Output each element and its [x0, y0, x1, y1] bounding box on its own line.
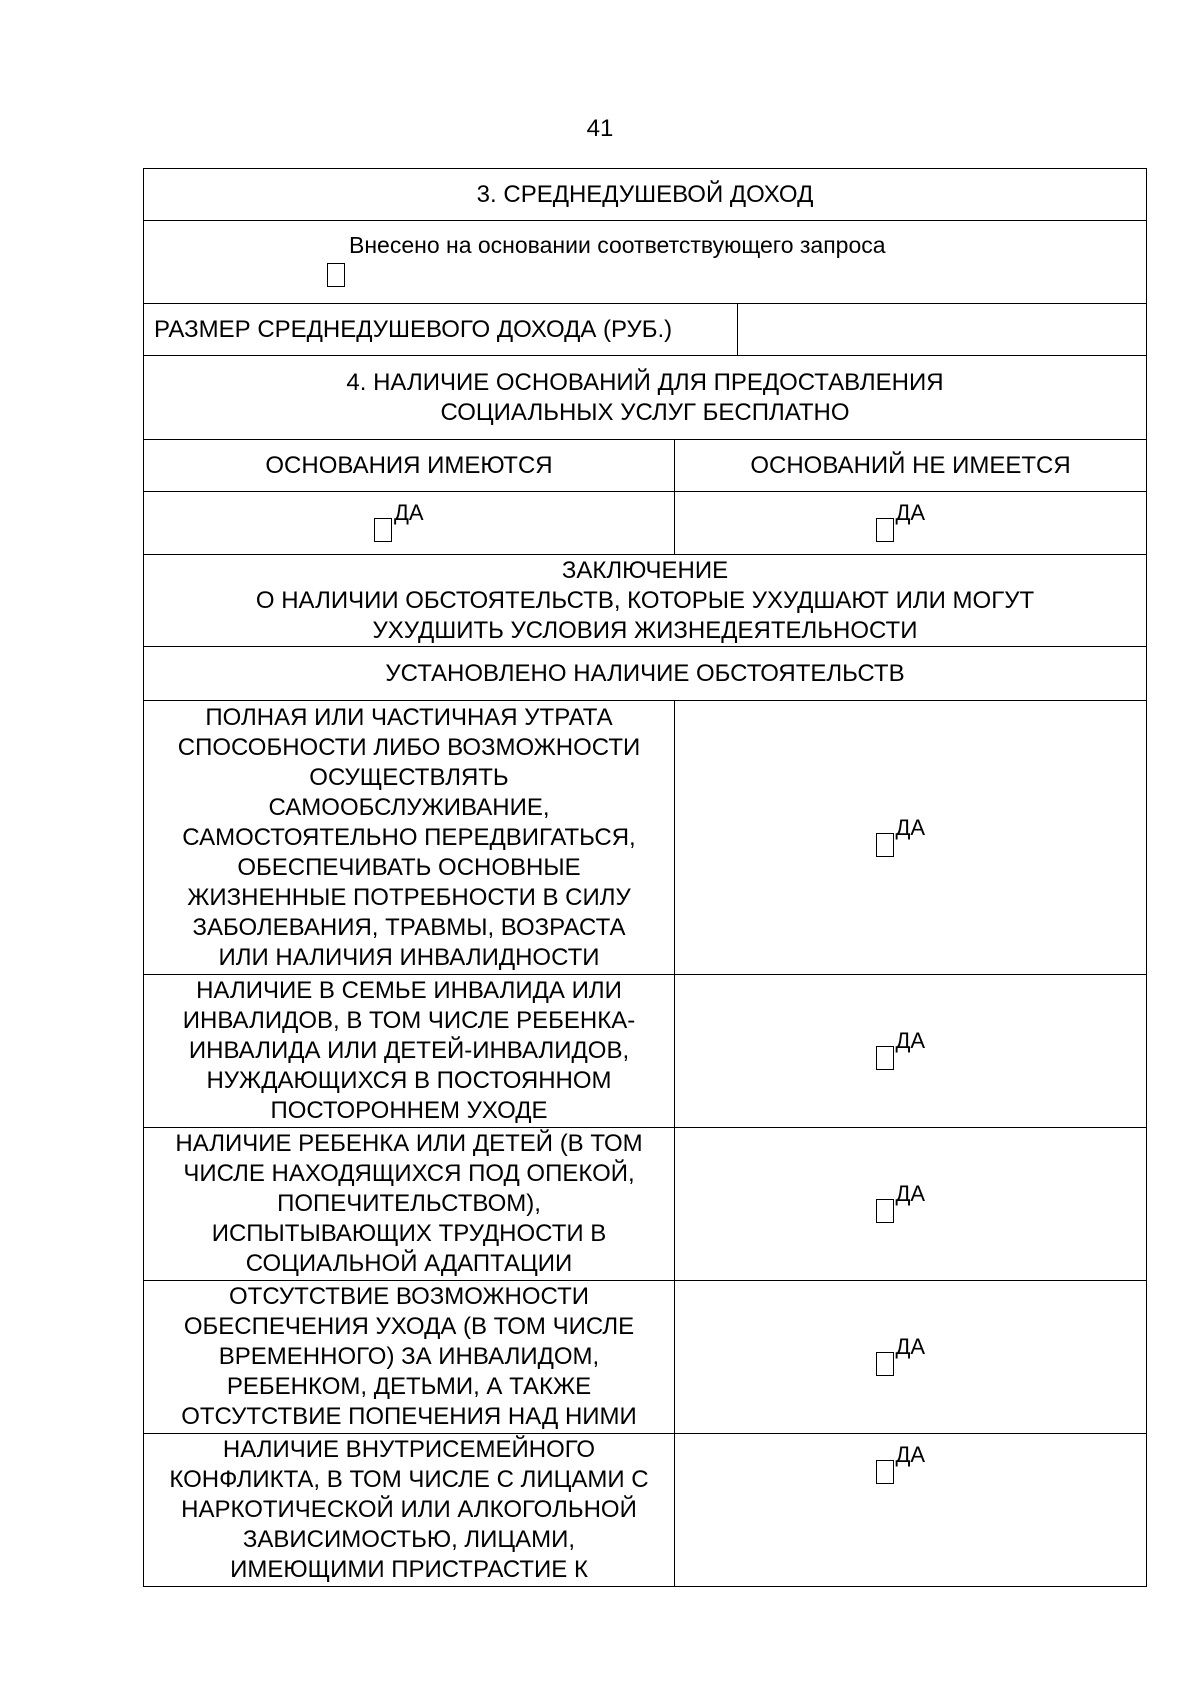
circumstance-line: СОЦИАЛЬНОЙ АДАПТАЦИИ	[245, 1250, 573, 1277]
section4-title	[144, 356, 1146, 439]
grounds-absent-header: ОСНОВАНИЙ НЕ ИМЕЕТСЯ	[750, 451, 1071, 479]
circumstance-checkbox-label: ДА	[895, 1181, 926, 1206]
section4-title-line: 4. НАЛИЧИЕ ОСНОВАНИЙ ДЛЯ ПРЕДОСТАВЛЕНИЯ	[346, 368, 944, 396]
circumstance-checkbox-label: ДА	[895, 814, 926, 840]
circumstance-checkbox[interactable]	[876, 833, 894, 857]
income-label: РАЗМЕР СРЕДНЕДУШЕВОГО ДОХОДА (РУБ.)	[144, 304, 738, 355]
grounds-exist-checkbox[interactable]	[374, 518, 392, 542]
circumstance-line: НАЛИЧИЕ В СЕМЬЕ ИНВАЛИДА ИЛИ	[196, 977, 622, 1004]
circumstance-line: ИМЕЮЩИМИ ПРИСТРАСТИЕ К	[230, 1556, 588, 1583]
circumstance-checkbox-label: ДА	[895, 1028, 926, 1053]
circumstance-line: ИСПЫТЫВАЮЩИХ ТРУДНОСТИ В	[211, 1220, 607, 1247]
circumstance-checkbox[interactable]	[876, 1352, 894, 1376]
circumstance-line: НАРКОТИЧЕСКОЙ ИЛИ АЛКОГОЛЬНОЙ	[181, 1496, 637, 1523]
circumstance-checkbox[interactable]	[876, 1046, 894, 1070]
conclusion-row	[143, 555, 1147, 647]
circumstance-line: НАЛИЧИЕ РЕБЕНКА ИЛИ ДЕТЕЙ (В ТОМ	[175, 1130, 643, 1157]
circumstance-line: ВРЕМЕННОГО) ЗА ИНВАЛИДОМ,	[218, 1343, 600, 1370]
circumstance-checkbox-label: ДА	[895, 1442, 926, 1467]
circumstance-checkbox[interactable]	[876, 1460, 894, 1484]
circumstance-line: ПОПЕЧИТЕЛЬСТВОМ),	[277, 1190, 541, 1217]
request-checkbox-label: Внесено на основании соответствующего запроса	[349, 232, 886, 258]
section3-title-row	[143, 168, 1147, 221]
section3-note-row	[143, 221, 1147, 304]
circumstance-option	[876, 815, 946, 861]
circumstance-line: ЧИСЛЕ НАХОДЯЩИХСЯ ПОД ОПЕКОЙ,	[183, 1160, 635, 1187]
circumstance-line: ОБЕСПЕЧИВАТЬ ОСНОВНЫЕ	[237, 853, 581, 881]
conclusion-line: ЗАКЛЮЧЕНИЕ	[561, 556, 729, 584]
circumstance-row	[143, 1128, 1147, 1281]
circumstance-line: ОБЕСПЕЧЕНИЯ УХОДА (В ТОМ ЧИСЛЕ	[183, 1313, 635, 1340]
circumstance-text	[144, 1281, 675, 1433]
circumstance-line: ПОЛНАЯ ИЛИ ЧАСТИЧНАЯ УТРАТА	[205, 703, 613, 731]
circumstance-line: ОСУЩЕСТВЛЯТЬ	[309, 763, 509, 791]
section4-answer-row	[143, 492, 1147, 555]
circumstance-option	[876, 1442, 946, 1488]
circumstance-option	[876, 1334, 946, 1380]
established-title: УСТАНОВЛЕНО НАЛИЧИЕ ОБСТОЯТЕЛЬСТВ	[385, 659, 905, 687]
circumstance-answer-cell	[675, 701, 1146, 974]
circumstance-checkbox-label: ДА	[895, 1334, 926, 1359]
circumstance-option	[876, 1181, 946, 1227]
social-services-form	[143, 168, 1147, 1587]
circumstance-row	[143, 1281, 1147, 1434]
section4-title-line: СОЦИАЛЬНЫХ УСЛУГ БЕСПЛАТНО	[440, 398, 850, 426]
established-row	[143, 647, 1147, 701]
circumstance-line: САМООБСЛУЖИВАНИЕ,	[268, 793, 550, 821]
grounds-exist-option	[374, 500, 444, 546]
grounds-absent-cell	[675, 492, 1146, 554]
request-checkbox[interactable]	[327, 263, 345, 287]
circumstance-text	[144, 1128, 675, 1280]
section3-note	[144, 221, 1146, 301]
page-number: 41	[586, 115, 614, 142]
circumstance-row	[143, 975, 1147, 1128]
circumstance-line: ЖИЗНЕННЫЕ ПОТРЕБНОСТИ В СИЛУ	[187, 883, 631, 911]
circumstance-answer-cell	[675, 1128, 1146, 1280]
circumstance-line: НАЛИЧИЕ ВНУТРИСЕМЕЙНОГО	[222, 1436, 596, 1463]
circumstance-line: ЗАБОЛЕВАНИЯ, ТРАВМЫ, ВОЗРАСТА	[192, 913, 626, 941]
circumstance-option	[876, 1028, 946, 1074]
grounds-absent-checkbox[interactable]	[876, 518, 894, 542]
circumstance-line: ЗАВИСИМОСТЬЮ, ЛИЦАМИ,	[242, 1526, 576, 1553]
grounds-exist-cell	[144, 492, 675, 554]
circumstance-text	[144, 975, 675, 1127]
circumstance-line: ИНВАЛИДОВ, В ТОМ ЧИСЛЕ РЕБЕНКА-	[182, 1007, 636, 1034]
circumstance-answer-cell	[675, 975, 1146, 1127]
section3-title: 3. СРЕДНЕДУШЕВОЙ ДОХОД	[476, 180, 814, 208]
grounds-absent-label: ДА	[895, 500, 926, 525]
circumstance-line: РЕБЕНКОМ, ДЕТЬМИ, А ТАКЖЕ	[226, 1373, 592, 1400]
circumstance-line: НУЖДАЮЩИХСЯ В ПОСТОЯННОМ	[206, 1067, 612, 1094]
circumstance-line: ОТСУТСТВИЕ ВОЗМОЖНОСТИ	[228, 1283, 589, 1310]
circumstance-answer-cell	[675, 1434, 1146, 1586]
conclusion-title	[144, 555, 1146, 646]
circumstance-line: САМОСТОЯТЕЛЬНО ПЕРЕДВИГАТЬСЯ,	[182, 823, 636, 851]
circumstance-row	[143, 701, 1147, 975]
grounds-absent-option	[876, 500, 946, 546]
income-value-field[interactable]	[738, 304, 1146, 355]
section4-title-row	[143, 356, 1147, 440]
circumstance-text	[144, 1434, 675, 1586]
grounds-exist-header: ОСНОВАНИЯ ИМЕЮТСЯ	[144, 440, 675, 491]
circumstance-line: СПОСОБНОСТИ ЛИБО ВОЗМОЖНОСТИ	[177, 733, 641, 761]
income-row	[143, 304, 1147, 356]
circumstance-line: КОНФЛИКТА, В ТОМ ЧИСЛЕ С ЛИЦАМИ С	[169, 1466, 649, 1493]
conclusion-line: УХУДШИТЬ УСЛОВИЯ ЖИЗНЕДЕЯТЕЛЬНОСТИ	[372, 616, 918, 644]
circumstance-row	[143, 1434, 1147, 1587]
circumstance-line: ОТСУТСТВИЕ ПОПЕЧЕНИЯ НАД НИМИ	[181, 1403, 637, 1430]
conclusion-line: О НАЛИЧИИ ОБСТОЯТЕЛЬСТВ, КОТОРЫЕ УХУДШАЮТ ИЛИ МОГУТ	[255, 586, 1035, 614]
grounds-exist-label: ДА	[394, 500, 424, 525]
circumstance-line: ПОСТОРОННЕМ УХОДЕ	[270, 1097, 548, 1124]
circumstance-line: ИНВАЛИДА ИЛИ ДЕТЕЙ-ИНВАЛИДОВ,	[188, 1037, 630, 1064]
circumstance-checkbox[interactable]	[876, 1199, 894, 1223]
circumstance-text	[144, 701, 675, 974]
circumstance-line: ИЛИ НАЛИЧИЯ ИНВАЛИДНОСТИ	[218, 943, 600, 971]
section4-header-row	[143, 440, 1147, 492]
circumstance-answer-cell	[675, 1281, 1146, 1433]
